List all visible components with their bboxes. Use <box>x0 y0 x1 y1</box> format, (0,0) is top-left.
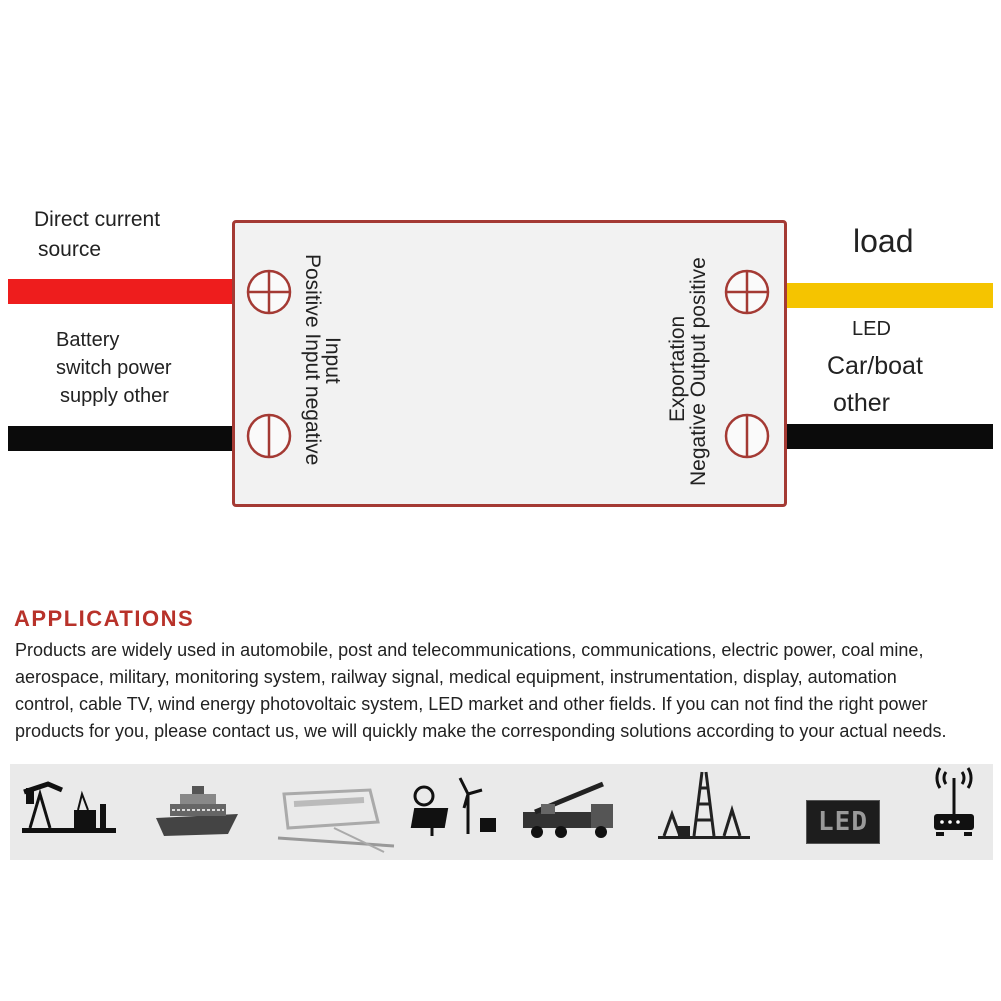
positive-output-wire <box>787 283 993 308</box>
train-icon <box>274 764 404 860</box>
applications-description <box>15 637 1000 745</box>
led-label: LED <box>852 318 891 340</box>
load-label: load <box>853 223 914 259</box>
battery-label-line3: supply other <box>60 385 169 407</box>
source-label-line2: source <box>38 238 102 261</box>
oil-pump-icon <box>18 764 118 860</box>
battery-label-line1: Battery <box>56 329 120 351</box>
car-boat-label: Car/boat <box>827 352 923 380</box>
applications-title: APPLICATIONS <box>14 606 195 631</box>
crane-truck-icon <box>515 764 620 860</box>
output-terminals-label: Negative Output positive <box>687 257 710 486</box>
battery-label-line2: switch power <box>56 357 172 379</box>
positive-input-wire <box>8 279 232 304</box>
input-terminals-label: Positive Input negative <box>301 254 324 466</box>
negative-output-wire <box>787 424 993 449</box>
output-title-label: Exportation <box>666 315 689 422</box>
led-display-text: LED <box>818 807 868 837</box>
applications-line: Products are widely used in automobile, post and telecommunications, communications, electric power, coal mine, <box>15 640 924 660</box>
led-display-icon <box>806 800 880 844</box>
input-positive-screw-icon <box>246 269 292 315</box>
output-negative-screw-icon <box>724 413 770 459</box>
solar-wind-icon <box>408 764 500 860</box>
applications-icon-strip <box>10 764 993 860</box>
other-label: other <box>833 389 890 417</box>
applications-line: products for you, please contact us, we will quickly make the corresponding solutions according to your actual needs. <box>15 721 947 741</box>
output-positive-screw-icon <box>724 269 770 315</box>
input-title-label: Input <box>321 337 344 384</box>
source-label-line1: Direct current <box>34 208 161 231</box>
applications-line: aerospace, military, monitoring system, railway signal, medical equipment, instrumentation, display, automation <box>15 667 897 687</box>
negative-input-wire <box>8 426 232 451</box>
wifi-router-icon <box>926 764 982 860</box>
cruise-ship-icon <box>152 764 242 860</box>
applications-line: control, cable TV, wind energy photovoltaic system, LED market and other fields. If you can not find the right power <box>15 694 928 714</box>
input-negative-screw-icon <box>246 413 292 459</box>
oil-rig-icon <box>654 764 754 860</box>
